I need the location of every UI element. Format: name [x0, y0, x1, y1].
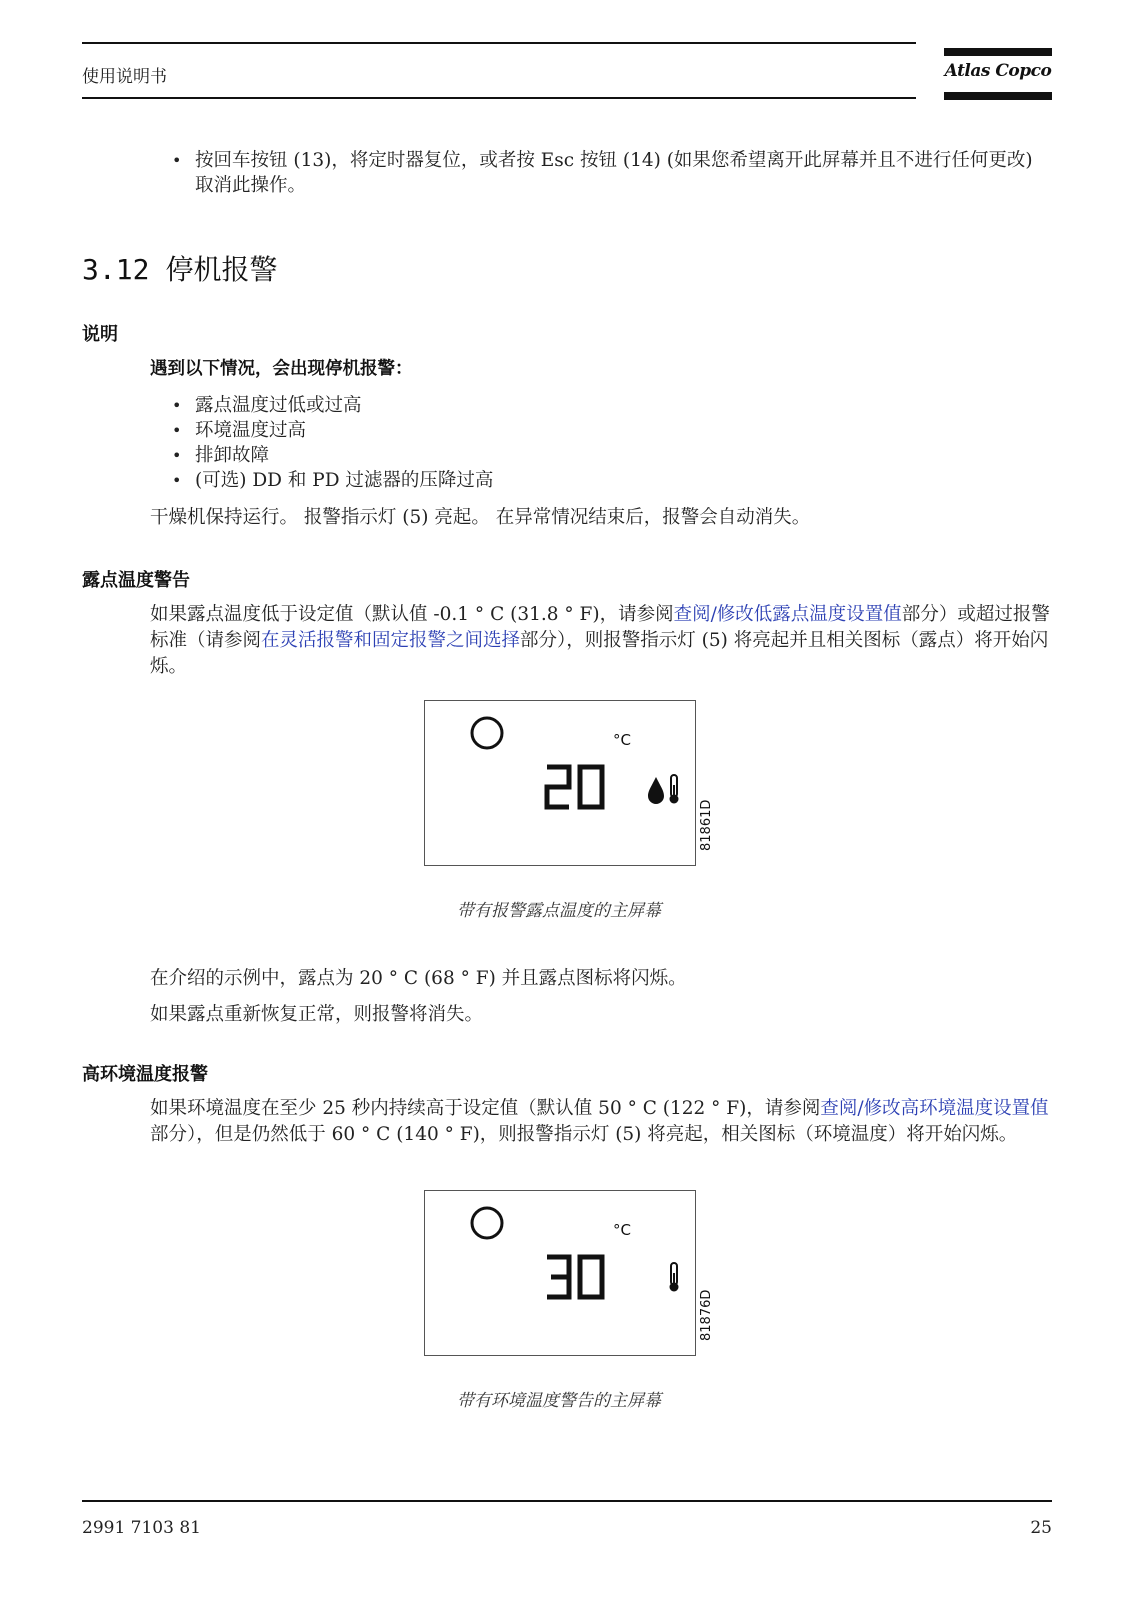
- footer-rule: [82, 1500, 1052, 1502]
- description-item: • 环境温度过高: [172, 418, 972, 443]
- intro-bullet-list: [172, 148, 1052, 198]
- dewpoint-text-b: 部分）或超过报警标准（请参阅: [150, 604, 1050, 651]
- description-item: • 露点温度过低或过高: [172, 393, 972, 418]
- link-flexible-fixed-alarm[interactable]: 在灵活报警和固定报警之间选择: [261, 630, 521, 651]
- logo-bottom-bar: [944, 92, 1052, 100]
- description-lead: 遇到以下情况，会出现停机报警：: [150, 359, 413, 379]
- section-number: 3.12: [82, 253, 150, 286]
- ambient-text-b: 部分），但是仍然低于 60 ° C (140 ° F)，则报警指示灯 (5) 将亮起，相关图标（环境温度）将开始闪烁。: [150, 1124, 1018, 1145]
- circle-indicator-icon: [472, 718, 502, 748]
- header-top-rule: [82, 42, 916, 44]
- ambient-figure-code: 81876D: [699, 1289, 714, 1341]
- logo-top-bar: [944, 48, 1052, 56]
- description-list: [172, 393, 972, 493]
- ambient-paragraph: [150, 1096, 1052, 1148]
- description-item: • 排卸故障: [172, 443, 972, 468]
- dewpoint-lcd-digits: [547, 767, 602, 807]
- section-title-text: 停机报警: [165, 253, 278, 286]
- description-item: • (可选) DD 和 PD 过滤器的压降过高: [172, 468, 972, 493]
- dewpoint-lcd-svg: [425, 701, 695, 865]
- circle-indicator-icon: [472, 1208, 502, 1238]
- ambient-lcd-digits: [547, 1257, 602, 1297]
- atlas-copco-logo: [944, 48, 1052, 102]
- thermometer-icon: [670, 775, 679, 804]
- dewpoint-heading: 露点温度警告: [82, 570, 190, 591]
- link-high-ambient-setting[interactable]: 查阅/修改高环境温度设置值: [820, 1098, 1049, 1119]
- dewpoint-lcd-figure: [424, 700, 714, 866]
- ambient-heading: 高环境温度报警: [82, 1064, 208, 1085]
- description-heading: 说明: [82, 324, 118, 345]
- link-low-dewpoint-setting[interactable]: 查阅/修改低露点温度设置值: [673, 604, 902, 625]
- ambient-lcd-svg: [425, 1191, 695, 1355]
- dewpoint-paragraph: [150, 602, 1052, 680]
- ambient-text-a: 如果环境温度在至少 25 秒内持续高于设定值（默认值 50 ° C (122 ° F)，请参阅: [150, 1098, 821, 1119]
- footer-page-number: 25: [1030, 1518, 1052, 1538]
- dewpoint-example: 在介绍的示例中，露点为 20 ° C (68 ° F) 并且露点图标将闪烁。: [150, 968, 687, 989]
- footer-doc-number: 2991 7103 81: [82, 1518, 201, 1538]
- thermometer-icon: [670, 1263, 679, 1292]
- dewpoint-recovery: 如果露点重新恢复正常，则报警将消失。: [150, 1004, 484, 1025]
- dewpoint-caption: 带有报警露点温度的主屏幕: [457, 901, 661, 921]
- dewpoint-text-a: 如果露点温度低于设定值（默认值 -0.1 ° C (31.8 ° F)，请参阅: [150, 604, 674, 625]
- logo-text: Atlas Copco: [944, 61, 1052, 81]
- dewpoint-text-c: 部分），则报警指示灯 (5) 将亮起并且相关图标（露点）将开始闪烁。: [150, 630, 1049, 677]
- dewpoint-figure-code: 81861D: [699, 799, 714, 851]
- description-note: 干燥机保持运行。 报警指示灯 (5) 亮起。 在异常情况结束后，报警会自动消失。: [150, 507, 811, 528]
- header-doc-type: 使用说明书: [82, 67, 167, 87]
- ambient-caption: 带有环境温度警告的主屏幕: [457, 1391, 661, 1411]
- dewpoint-unit-label: °C: [613, 731, 631, 749]
- section-title: [82, 248, 277, 288]
- intro-bullet-item: • 按回车按钮 (13)，将定时器复位，或者按 Esc 按钮 (14) (如果您希望离开此屏幕并且不进行任何更改) 取消此操作。: [172, 148, 1052, 198]
- droplet-icon: [648, 777, 664, 804]
- header-bottom-rule: [82, 97, 916, 99]
- ambient-unit-label: °C: [613, 1221, 631, 1239]
- ambient-lcd-figure: [424, 1190, 714, 1356]
